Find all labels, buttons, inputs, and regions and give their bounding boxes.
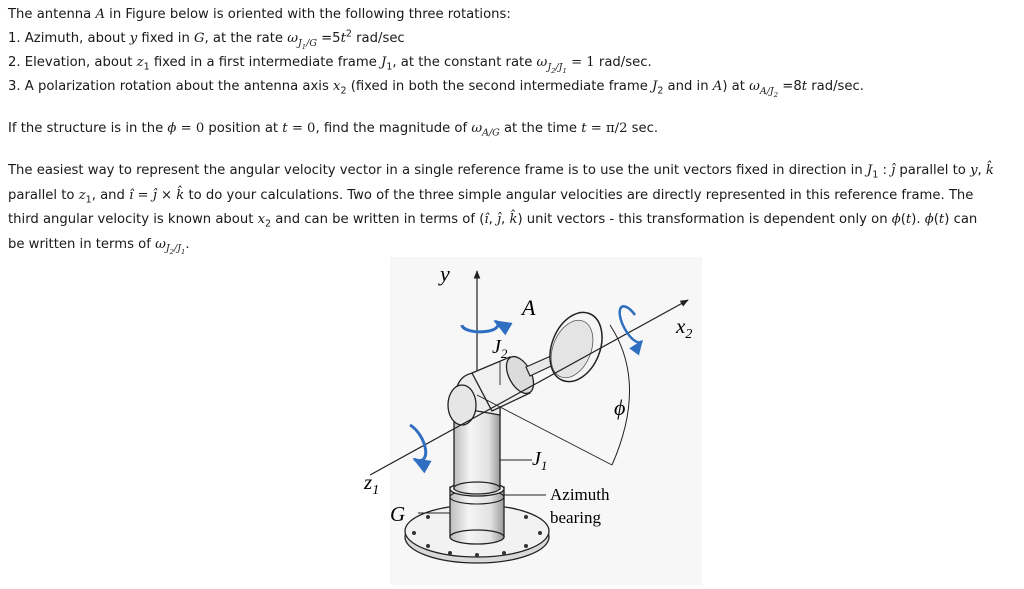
hint-line-3: third angular velocity is known about $x_2$ and can be written in terms of (î, ĵ, k̂) unit vectors - this transformation is dependent only on ϕ(t). ϕ(t) can [8, 212, 978, 230]
hint-paragraph [8, 159, 1018, 257]
hint-line-2: parallel to $z_1$, and î = ĵ × k̂ to do your calculations. Two of the three simple angular velocities are directly represented in this reference frame. The [8, 187, 974, 206]
intro-line: The antenna A in Figure below is oriented with the following three rotations: [8, 7, 511, 22]
j1-label: $J_1$ [532, 448, 548, 473]
bearing-label: bearing [550, 508, 601, 527]
rotation-1: 1. Azimuth, about y fixed in G, at the rate $\omega_{J_1/G} =5t^2$ rad/sec [8, 28, 405, 51]
hint-line-1: The easiest way to represent the angular velocity vector in a single reference frame is to use the unit vectors fixed in direction in $J_1$ : ĵ parallel to y, k̂ [8, 163, 994, 181]
y-label: y [440, 261, 450, 286]
z1-label: $z_1$ [364, 470, 380, 498]
hint-line-4: be written in terms of $\omega_{J_2/J_1}$. [8, 236, 190, 257]
azimuth-label: Azimuth [550, 485, 610, 504]
question-line: If the structure is in the ϕ = 0 position at t = 0, find the magnitude of $\omega_{A/G}$ at the time t = π/2 sec. [8, 121, 659, 139]
j2-label: $J_2$ [492, 336, 508, 361]
rotation-2: 2. Elevation, about $z_1$ fixed in a first intermediate frame $J_1$, at the constant rate $\omega_{J_2/J_1} = 1$ rad/sec. [8, 55, 652, 75]
rotation-3: 3. A polarization rotation about the antenna axis $x_2$ (fixed in both the second intermediate frame $J_2$ and in A) at $\omega_{A/J_2} =8t$ rad/sec. [8, 79, 864, 99]
a-label: A [522, 295, 536, 320]
g-label: G [390, 502, 406, 526]
x2-label: $x_2$ [676, 314, 693, 342]
phi-label: ϕ [614, 395, 626, 420]
antenna-figure [350, 255, 710, 587]
